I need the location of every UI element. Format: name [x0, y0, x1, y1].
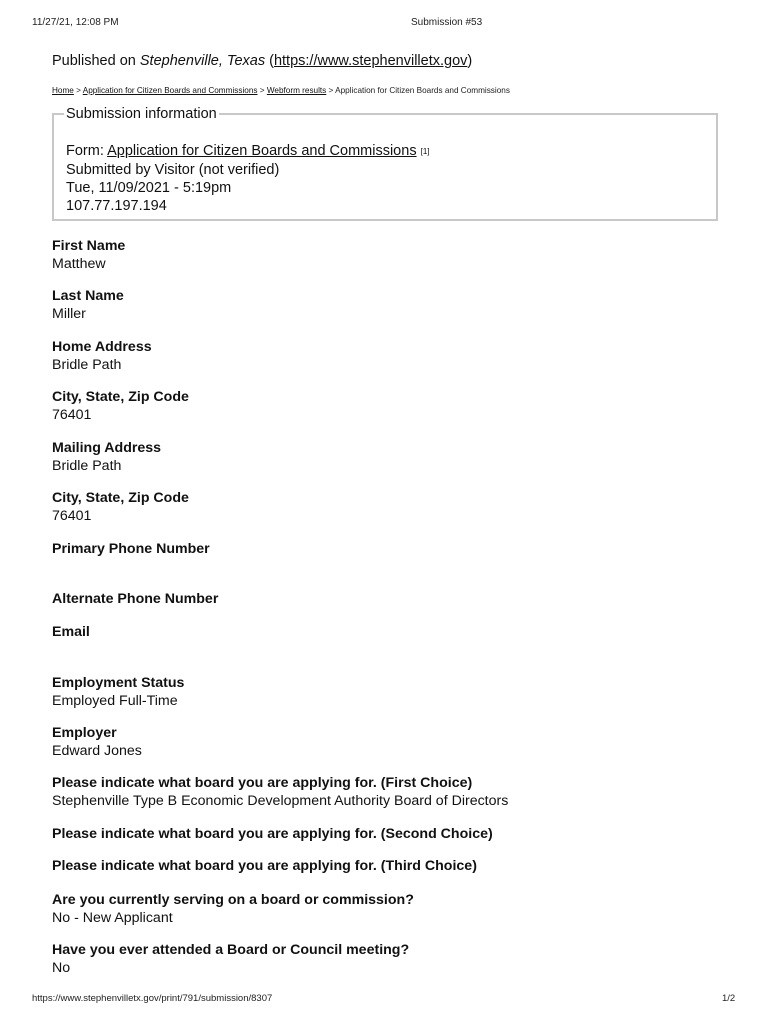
- field-label: Alternate Phone Number: [52, 591, 219, 607]
- open-paren: (: [265, 53, 274, 69]
- field-value: Bridle Path: [52, 458, 122, 474]
- breadcrumb-application-link[interactable]: Application for Citizen Boards and Commissions: [82, 86, 258, 95]
- form-link[interactable]: Application for Citizen Boards and Commissions: [107, 143, 417, 159]
- print-datetime: 11/27/21, 12:08 PM: [32, 17, 119, 28]
- field-label: Please indicate what board you are applying for. (First Choice): [52, 775, 473, 791]
- field-value: Stephenville Type B Economic Development Authority Board of Directors: [52, 793, 509, 809]
- field-email: [52, 623, 90, 641]
- breadcrumb-separator: >: [73, 86, 83, 95]
- field-mailing-city-state-zip: [52, 489, 189, 525]
- site-name: Stephenville, Texas: [139, 53, 266, 69]
- form-line: [66, 142, 430, 161]
- page-number: 1/2: [722, 993, 736, 1004]
- field-home-address: [52, 338, 152, 374]
- field-label: Please indicate what board you are applying for. (Third Choice): [52, 858, 477, 874]
- submission-info-box: [52, 106, 718, 221]
- breadcrumb-separator: >: [257, 86, 267, 95]
- field-value: Edward Jones: [52, 743, 142, 759]
- field-alternate-phone: [52, 590, 218, 608]
- field-mailing-address: [52, 439, 161, 475]
- field-board-third-choice: [52, 857, 477, 875]
- field-value: No: [52, 960, 71, 976]
- field-employment-status: [52, 674, 184, 710]
- form-prefix: Form:: [66, 143, 108, 159]
- field-value: No - New Applicant: [52, 910, 173, 926]
- field-label: Have you ever attended a Board or Council meeting?: [52, 942, 410, 958]
- form-reference: [1]: [420, 147, 430, 156]
- field-employer: [52, 724, 142, 760]
- published-line: [52, 53, 472, 69]
- submitted-by: Submitted by Visitor (not verified): [66, 162, 280, 178]
- field-value: Employed Full-Time: [52, 693, 178, 709]
- breadcrumb: [52, 86, 510, 95]
- breadcrumb-webform-results-link[interactable]: Webform results: [266, 86, 327, 95]
- field-label: Last Name: [52, 288, 124, 304]
- field-value: 76401: [52, 407, 92, 423]
- print-title: Submission #53: [411, 17, 483, 28]
- field-label: Are you currently serving on a board or commission?: [52, 892, 414, 908]
- field-attended-meeting: [52, 941, 409, 977]
- field-label: Employment Status: [52, 675, 185, 691]
- field-label: Primary Phone Number: [52, 541, 210, 557]
- field-value: 76401: [52, 508, 92, 524]
- field-last-name: [52, 287, 124, 323]
- field-label: Employer: [52, 725, 117, 741]
- field-value: Miller: [52, 306, 86, 322]
- field-value: Bridle Path: [52, 357, 122, 373]
- close-paren: ): [467, 53, 473, 69]
- field-first-name: [52, 237, 125, 273]
- field-board-second-choice: [52, 825, 493, 843]
- breadcrumb-separator: >: [326, 86, 336, 95]
- field-label: Please indicate what board you are applying for. (Second Choice): [52, 826, 493, 842]
- field-label: City, State, Zip Code: [52, 389, 189, 405]
- field-board-first-choice: [52, 774, 508, 810]
- field-label: City, State, Zip Code: [52, 490, 189, 506]
- field-currently-serving: [52, 891, 414, 927]
- submission-ip: 107.77.197.194: [66, 198, 167, 214]
- field-label: Email: [52, 624, 90, 640]
- footer-url: https://www.stephenvilletx.gov/print/791/submission/8307: [32, 993, 273, 1004]
- submission-date: Tue, 11/09/2021 - 5:19pm: [66, 180, 232, 196]
- field-value: Matthew: [52, 256, 106, 272]
- field-label: Mailing Address: [52, 440, 162, 456]
- field-primary-phone: [52, 540, 210, 558]
- breadcrumb-current: Application for Citizen Boards and Commissions: [335, 86, 510, 95]
- field-label: First Name: [52, 238, 126, 254]
- breadcrumb-home-link[interactable]: Home: [52, 86, 74, 95]
- site-url-link[interactable]: https://www.stephenvilletx.gov: [273, 53, 468, 69]
- published-prefix: Published on: [52, 53, 140, 69]
- field-home-city-state-zip: [52, 388, 189, 424]
- field-label: Home Address: [52, 339, 152, 355]
- submission-info-body: [66, 142, 430, 215]
- submission-info-legend: Submission information: [66, 106, 217, 122]
